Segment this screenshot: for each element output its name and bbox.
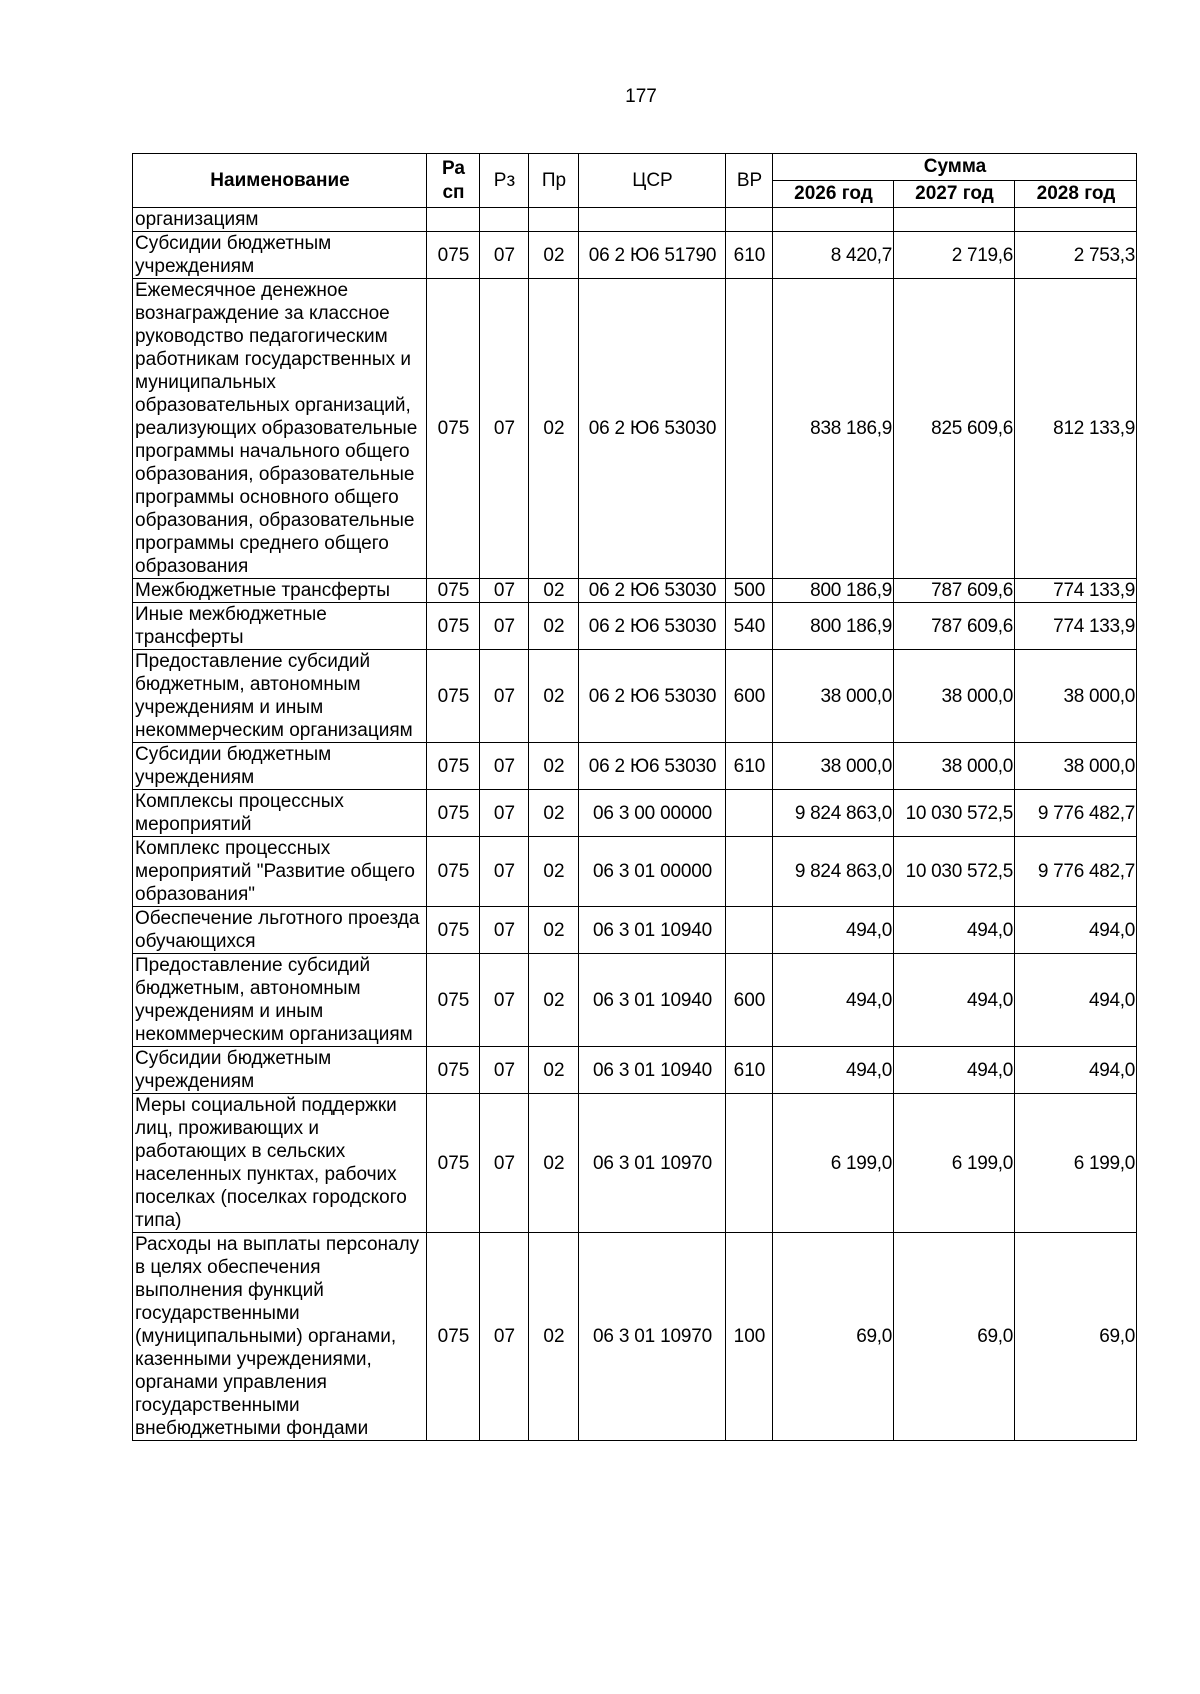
- row-amount-2026: 8 420,7: [773, 232, 894, 279]
- row-amount-2026: 69,0: [773, 1233, 894, 1441]
- row-vr: [726, 208, 773, 232]
- header-pr: Пр: [529, 154, 579, 208]
- row-csr: 06 2 Ю6 53030: [579, 743, 726, 790]
- row-amount-2026: 838 186,9: [773, 279, 894, 579]
- header-year-2026: 2026 год: [773, 181, 894, 208]
- row-csr: 06 3 01 10970: [579, 1094, 726, 1233]
- row-csr: 06 3 01 10940: [579, 954, 726, 1047]
- row-amount-2028: 774 133,9: [1015, 579, 1137, 603]
- row-rz: 07: [480, 837, 529, 907]
- row-pr: 02: [529, 579, 579, 603]
- row-rz: 07: [480, 279, 529, 579]
- row-csr: 06 3 00 00000: [579, 790, 726, 837]
- row-rz: 07: [480, 579, 529, 603]
- row-rz: 07: [480, 650, 529, 743]
- row-name: Предоставление субсидий бюджетным, автономным учреждениям и иным некоммерческим организациям: [133, 954, 427, 1047]
- row-name: Иные межбюджетные трансферты: [133, 603, 427, 650]
- row-csr: 06 3 01 10940: [579, 907, 726, 954]
- row-amount-2028: 38 000,0: [1015, 743, 1137, 790]
- table-row: [133, 790, 1137, 837]
- row-name: Субсидии бюджетным учреждениям: [133, 232, 427, 279]
- row-rasp: 075: [427, 1094, 480, 1233]
- table-row: [133, 907, 1137, 954]
- table-header: [133, 154, 1137, 208]
- row-amount-2026: 38 000,0: [773, 650, 894, 743]
- row-amount-2028: 2 753,3: [1015, 232, 1137, 279]
- row-amount-2027: 787 609,6: [894, 603, 1015, 650]
- row-amount-2027: 825 609,6: [894, 279, 1015, 579]
- row-amount-2028: 9 776 482,7: [1015, 837, 1137, 907]
- row-vr: 610: [726, 232, 773, 279]
- row-amount-2028: 38 000,0: [1015, 650, 1137, 743]
- row-amount-2026: 9 824 863,0: [773, 837, 894, 907]
- row-amount-2026: 494,0: [773, 954, 894, 1047]
- table-row: [133, 279, 1137, 579]
- row-amount-2028: 812 133,9: [1015, 279, 1137, 579]
- header-vr: ВР: [726, 154, 773, 208]
- row-amount-2026: 38 000,0: [773, 743, 894, 790]
- table-row: [133, 579, 1137, 603]
- row-pr: 02: [529, 954, 579, 1047]
- row-vr: 600: [726, 954, 773, 1047]
- row-rasp: 075: [427, 790, 480, 837]
- budget-table: [132, 153, 1137, 1441]
- row-amount-2027: 2 719,6: [894, 232, 1015, 279]
- row-amount-2028: 9 776 482,7: [1015, 790, 1137, 837]
- row-pr: 02: [529, 279, 579, 579]
- header-rz: Рз: [480, 154, 529, 208]
- row-csr: 06 3 01 00000: [579, 837, 726, 907]
- row-vr: 610: [726, 743, 773, 790]
- row-vr: [726, 279, 773, 579]
- row-name: Ежемесячное денежное вознаграждение за классное руководство педагогическим работникам государственных и муниципальных образовательных организаций, реализующих образовательные программы начального общего образования, образовательные программы основного общего образования, образовательные программы среднего общего образования: [133, 279, 427, 579]
- row-rz: 07: [480, 232, 529, 279]
- table-row: [133, 603, 1137, 650]
- header-year-2028: 2028 год: [1015, 181, 1137, 208]
- row-rasp: 075: [427, 837, 480, 907]
- table-row: [133, 1233, 1137, 1441]
- row-pr: 02: [529, 743, 579, 790]
- row-name: Межбюджетные трансферты: [133, 579, 427, 603]
- row-rasp: [427, 208, 480, 232]
- row-vr: 500: [726, 579, 773, 603]
- row-pr: 02: [529, 837, 579, 907]
- row-vr: 540: [726, 603, 773, 650]
- row-amount-2028: 69,0: [1015, 1233, 1137, 1441]
- row-rz: 07: [480, 790, 529, 837]
- row-amount-2028: [1015, 208, 1137, 232]
- row-rasp: 075: [427, 1233, 480, 1441]
- row-amount-2026: 494,0: [773, 907, 894, 954]
- header-year-2027: 2027 год: [894, 181, 1015, 208]
- row-vr: 100: [726, 1233, 773, 1441]
- row-amount-2026: [773, 208, 894, 232]
- row-amount-2028: 6 199,0: [1015, 1094, 1137, 1233]
- row-csr: 06 3 01 10970: [579, 1233, 726, 1441]
- row-amount-2028: 494,0: [1015, 954, 1137, 1047]
- row-amount-2026: 800 186,9: [773, 579, 894, 603]
- row-vr: 600: [726, 650, 773, 743]
- row-name: Расходы на выплаты персоналу в целях обеспечения выполнения функций государственными (муниципальными) органами, казенными учреждениями, органами управления государственными внебюджетными фондами: [133, 1233, 427, 1441]
- row-name: Комплексы процессных мероприятий: [133, 790, 427, 837]
- row-vr: 610: [726, 1047, 773, 1094]
- row-csr: 06 2 Ю6 53030: [579, 650, 726, 743]
- row-amount-2027: 38 000,0: [894, 743, 1015, 790]
- row-rz: 07: [480, 603, 529, 650]
- row-amount-2027: 10 030 572,5: [894, 790, 1015, 837]
- row-csr: 06 2 Ю6 53030: [579, 603, 726, 650]
- row-amount-2028: 774 133,9: [1015, 603, 1137, 650]
- row-amount-2027: 69,0: [894, 1233, 1015, 1441]
- row-vr: [726, 1094, 773, 1233]
- row-rz: [480, 208, 529, 232]
- table-row: [133, 208, 1137, 232]
- row-csr: [579, 208, 726, 232]
- row-name: Субсидии бюджетным учреждениям: [133, 743, 427, 790]
- row-rz: 07: [480, 743, 529, 790]
- row-rz: 07: [480, 907, 529, 954]
- row-amount-2027: 10 030 572,5: [894, 837, 1015, 907]
- row-csr: 06 2 Ю6 53030: [579, 579, 726, 603]
- row-rasp: 075: [427, 650, 480, 743]
- row-pr: 02: [529, 650, 579, 743]
- row-pr: 02: [529, 1047, 579, 1094]
- row-rasp: 075: [427, 743, 480, 790]
- table-row: [133, 743, 1137, 790]
- row-pr: [529, 208, 579, 232]
- row-name: организациям: [133, 208, 427, 232]
- row-rz: 07: [480, 954, 529, 1047]
- row-rz: 07: [480, 1233, 529, 1441]
- row-rasp: 075: [427, 603, 480, 650]
- row-name: Обеспечение льготного проезда обучающихся: [133, 907, 427, 954]
- row-rasp: 075: [427, 954, 480, 1047]
- row-amount-2028: 494,0: [1015, 907, 1137, 954]
- row-pr: 02: [529, 1094, 579, 1233]
- row-amount-2027: 494,0: [894, 1047, 1015, 1094]
- row-name: Субсидии бюджетным учреждениям: [133, 1047, 427, 1094]
- row-rz: 07: [480, 1047, 529, 1094]
- row-amount-2026: 9 824 863,0: [773, 790, 894, 837]
- table-row: [133, 650, 1137, 743]
- row-amount-2027: 494,0: [894, 907, 1015, 954]
- row-amount-2028: 494,0: [1015, 1047, 1137, 1094]
- row-csr: 06 2 Ю6 53030: [579, 279, 726, 579]
- header-rasp: Ра сп: [427, 154, 480, 208]
- row-pr: 02: [529, 1233, 579, 1441]
- row-amount-2027: 787 609,6: [894, 579, 1015, 603]
- row-amount-2027: 38 000,0: [894, 650, 1015, 743]
- row-name: Комплекс процессных мероприятий "Развитие общего образования": [133, 837, 427, 907]
- row-rasp: 075: [427, 279, 480, 579]
- row-csr: 06 2 Ю6 51790: [579, 232, 726, 279]
- row-rasp: 075: [427, 232, 480, 279]
- row-pr: 02: [529, 603, 579, 650]
- table-row: [133, 1094, 1137, 1233]
- row-vr: [726, 907, 773, 954]
- row-name: Предоставление субсидий бюджетным, автономным учреждениям и иным некоммерческим организациям: [133, 650, 427, 743]
- table-row: [133, 954, 1137, 1047]
- row-amount-2026: 494,0: [773, 1047, 894, 1094]
- table-row: [133, 837, 1137, 907]
- row-rasp: 075: [427, 1047, 480, 1094]
- header-name: Наименование: [133, 154, 427, 208]
- row-rasp: 075: [427, 907, 480, 954]
- table-row: [133, 1047, 1137, 1094]
- row-pr: 02: [529, 907, 579, 954]
- row-amount-2026: 800 186,9: [773, 603, 894, 650]
- row-vr: [726, 790, 773, 837]
- table-row: [133, 232, 1137, 279]
- row-pr: 02: [529, 790, 579, 837]
- row-amount-2027: 6 199,0: [894, 1094, 1015, 1233]
- row-amount-2027: 494,0: [894, 954, 1015, 1047]
- row-pr: 02: [529, 232, 579, 279]
- row-vr: [726, 837, 773, 907]
- page-number: 177: [625, 86, 657, 107]
- row-amount-2027: [894, 208, 1015, 232]
- header-sum: Сумма: [773, 154, 1137, 181]
- header-csr: ЦСР: [579, 154, 726, 208]
- row-amount-2026: 6 199,0: [773, 1094, 894, 1233]
- row-name: Меры социальной поддержки лиц, проживающих и работающих в сельских населенных пунктах, рабочих поселках (поселках городского типа): [133, 1094, 427, 1233]
- row-csr: 06 3 01 10940: [579, 1047, 726, 1094]
- row-rasp: 075: [427, 579, 480, 603]
- table-body: [133, 208, 1137, 1441]
- row-rz: 07: [480, 1094, 529, 1233]
